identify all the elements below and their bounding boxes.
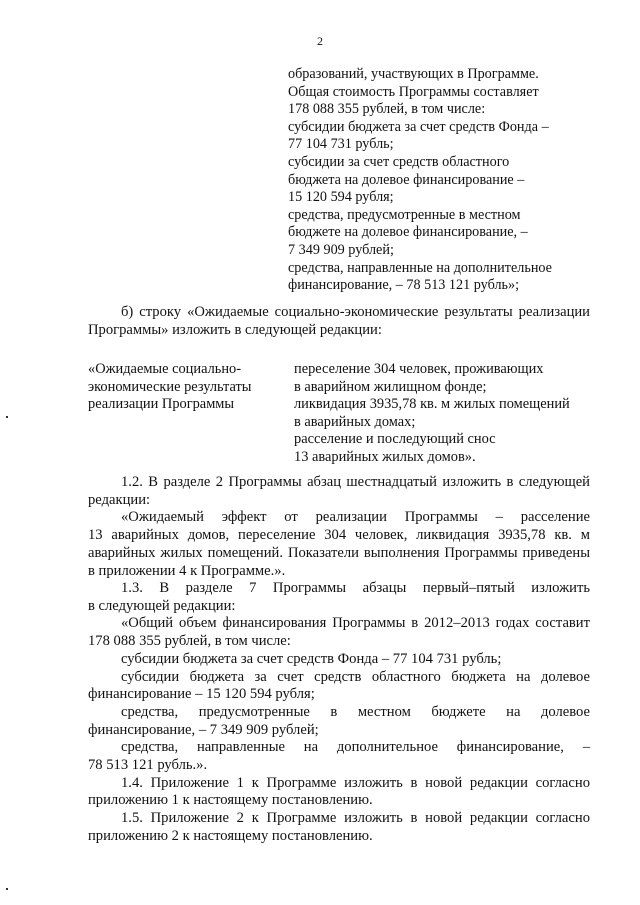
text-line: бюджете на долевое финансирование, – — [288, 224, 528, 241]
text-line: «Ожидаемые социально- — [88, 361, 242, 377]
text-line: 77 104 731 рубль; — [288, 136, 394, 153]
text-line: субсидии бюджета за счет средств Фонда – — [288, 118, 549, 135]
text-line: «Ожидаемый эффект от реализации Программы – расселение — [121, 509, 590, 526]
paragraph-1-2 — [88, 474, 590, 580]
text-line: субсидии бюджета за счет средств областного бюджета на долевое — [121, 668, 590, 685]
text-line: 1.3. В разделе 7 Программы абзацы первый–пятый изложить — [121, 580, 590, 596]
text-line: «Общий объем финансирования Программы в 2012–2013 годах составит — [121, 615, 590, 632]
text-line: б) строку «Ожидаемые социально-экономические результаты реализации — [121, 304, 590, 320]
text-line: Общая стоимость Программы составляет — [288, 83, 539, 100]
text-line: ликвидация 3935,78 кв. м жилых помещений — [294, 396, 570, 412]
text-line: бюджета на долевое финансирование – — [288, 171, 525, 188]
text-line: реализации Программы — [88, 396, 235, 412]
text-line: средства, направленные на дополнительное — [288, 259, 552, 276]
text-line: субсидии за счет средств областного — [288, 153, 510, 170]
text-line: 178 088 355 рублей, в том числе: — [288, 101, 486, 118]
text-line: финансирование, – 7 349 909 рублей; — [88, 721, 319, 738]
paragraph-1-3 — [88, 580, 590, 846]
text-line: в аварийном жилищном фонде; — [294, 378, 487, 395]
text-line: в следующей редакции: — [88, 597, 236, 614]
text-line: приложению 1 к настоящему постановлению. — [88, 792, 373, 809]
text-line: в приложении 4 к Программе.». — [88, 562, 286, 579]
text-line: 1.2. В разделе 2 Программы абзац шестнадцатый изложить в следующей — [121, 474, 590, 490]
paragraph-b — [88, 304, 590, 339]
text-line: Программы» изложить в следующей редакции: — [88, 321, 382, 338]
text-line: финансирование – 15 120 594 рубля; — [88, 686, 315, 703]
text-line: 1.4. Приложение 1 к Программе изложить в новой редакции согласно — [121, 774, 590, 791]
text-line: 7 349 909 рублей; — [288, 241, 394, 258]
text-line: в аварийных домах; — [294, 413, 416, 430]
text-line: средства, направленные на дополнительное финансирование, – — [121, 739, 590, 756]
text-line: образований, участвующих в Программе. — [288, 66, 539, 82]
text-line: расселение и последующий снос — [294, 431, 496, 447]
results-value-cell — [294, 361, 594, 466]
text-line: 178 088 355 рублей, в том числе: — [88, 633, 291, 650]
results-label-cell — [88, 361, 288, 414]
margin-mark — [6, 416, 8, 418]
text-line: приложению 2 к настоящему постановлению. — [88, 827, 373, 844]
text-line: средства, предусмотренные в местном — [288, 206, 521, 223]
text-line: финансирование, – 78 513 121 рубль»; — [288, 277, 520, 294]
text-line: 78 513 121 рубль.». — [88, 757, 208, 774]
text-line: средства, предусмотренные в местном бюджете на долевое — [121, 703, 590, 720]
text-line: 13 аварийных домов, переселение 304 человек, ликвидация 3935,78 кв. м — [88, 527, 590, 544]
margin-mark — [6, 888, 8, 890]
text-line: переселение 304 человек, проживающих — [294, 361, 544, 377]
text-line: экономические результаты — [88, 378, 252, 395]
text-line: 15 120 594 рубля; — [288, 189, 394, 206]
page-number: 2 — [317, 34, 323, 48]
text-line: 13 аварийных жилых домов». — [294, 448, 476, 465]
funding-summary-block — [288, 66, 588, 295]
text-line: аварийных жилых помещений. Показатели выполнения Программы приведены — [88, 544, 590, 561]
text-line: субсидии бюджета за счет средств Фонда – 77 104 731 рубль; — [121, 650, 502, 667]
text-line: 1.5. Приложение 2 к Программе изложить в новой редакции согласно — [121, 810, 590, 827]
text-line: редакции: — [88, 491, 151, 508]
